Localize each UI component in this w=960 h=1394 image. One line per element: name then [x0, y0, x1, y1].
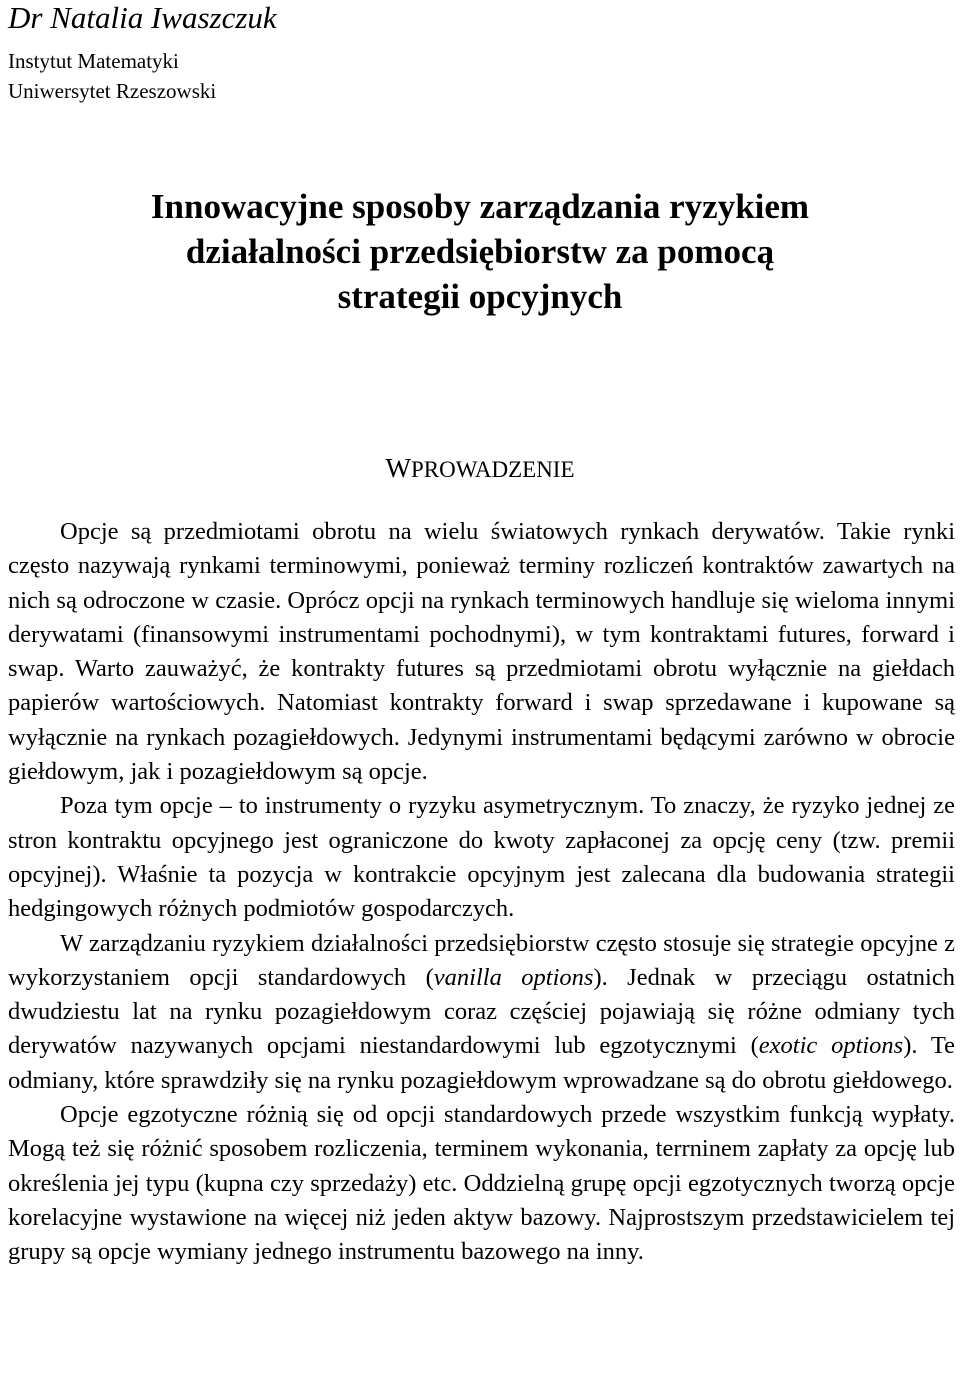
section-heading — [0, 453, 960, 485]
paper-title-line-1: Innowacyjne sposoby zarządzania ryzykiem — [150, 187, 810, 226]
author-name: Dr Natalia Iwaszczuk — [8, 0, 277, 35]
paragraph-1: Opcje są przedmiotami obrotu na wielu światowych rynkach derywatów. Takie rynki często nazywają rynkami terminowymi, ponieważ terminy rozliczeń kontraktów zawartych na nich są odroczone w czasie. Oprócz opcji na rynkach terminowych handluje się wieloma innymi derywatami (finansowymi instrumentami pochodnymi), w tym kontraktami futures, forward i swap. Warto zauważyć, że kontrakty futures są przedmiotami obrotu wyłącznie na giełdach papierów wartościowych. Natomiast kontrakty forward i swap sprzedawane i kupowane są wyłącznie na rynkach pozagiełdowych. Jedynymi instrumentami będącymi zarówno w obrocie giełdowym, jak i pozagiełdowym są opcje. — [8, 518, 955, 786]
section-heading-initial: W — [385, 453, 411, 483]
paragraph-3-term-exotic: exotic options — [758, 1032, 904, 1060]
paragraph-3-term-vanilla: vanilla options — [433, 963, 594, 991]
affiliation-institute: Instytut Matematyki — [8, 49, 179, 73]
body-text — [8, 515, 955, 1270]
paragraph-3-text-b: ). Jednak w przeciągu ostatnich dwudziestu lat na rynku pozagiełdowym coraz częściej pojawiają się różne odmiany tych derywatów nazywanych opcjami niestandardowymi lub egzotycznymi ( — [8, 963, 955, 1060]
paragraph-3-text-c: ). Te odmiany, które sprawdziły się na rynku pozagiełdowym wprowadzane są do obrotu giełdowego. — [8, 1032, 955, 1094]
affiliation-university: Uniwersytet Rzeszowski — [8, 79, 217, 103]
section-heading-rest: PROWADZENIE — [410, 457, 575, 482]
paragraph-2: Poza tym opcje – to instrumenty o ryzyku asymetrycznym. To znaczy, że ryzyko jednej ze stron kontraktu opcyjnego jest ograniczone do kwoty zapłaconej za opcję ceny (tzw. premii opcyjnej). Właśnie ta pozycja w kontrakcie opcyjnym jest zalecana dla budowania strategii hedgingowych różnych podmiotów gospodarczych. — [8, 792, 955, 923]
paper-title-line-2: działalności przedsiębiorstw za pomocą — [185, 232, 775, 271]
paper-title-line-3: strategii opcyjnych — [337, 277, 623, 316]
paragraph-4: Opcje egzotyczne różnią się od opcji standardowych przede wszystkim funkcją wypłaty. Mogą też się różnić sposobem rozliczenia, terminem wykonania, terrninem zapłaty za opcję lub określenia jej typu (kupna czy sprzedaży) etc. Oddzielną grupę opcji egzotycznych tworzą opcje korelacyjne wystawione na więcej niż jeden aktyw bazowy. Najprostszym przedstawicielem tej grupy są opcje wymiany jednego instrumentu bazowego na inny. — [8, 1101, 955, 1266]
paragraph-3-text-a: W zarządzaniu ryzykiem działalności przedsiębiorstw często stosuje się strategie opcyjne z wykorzystaniem opcji standardowych ( — [8, 929, 955, 991]
paragraph-3 — [8, 927, 955, 1098]
